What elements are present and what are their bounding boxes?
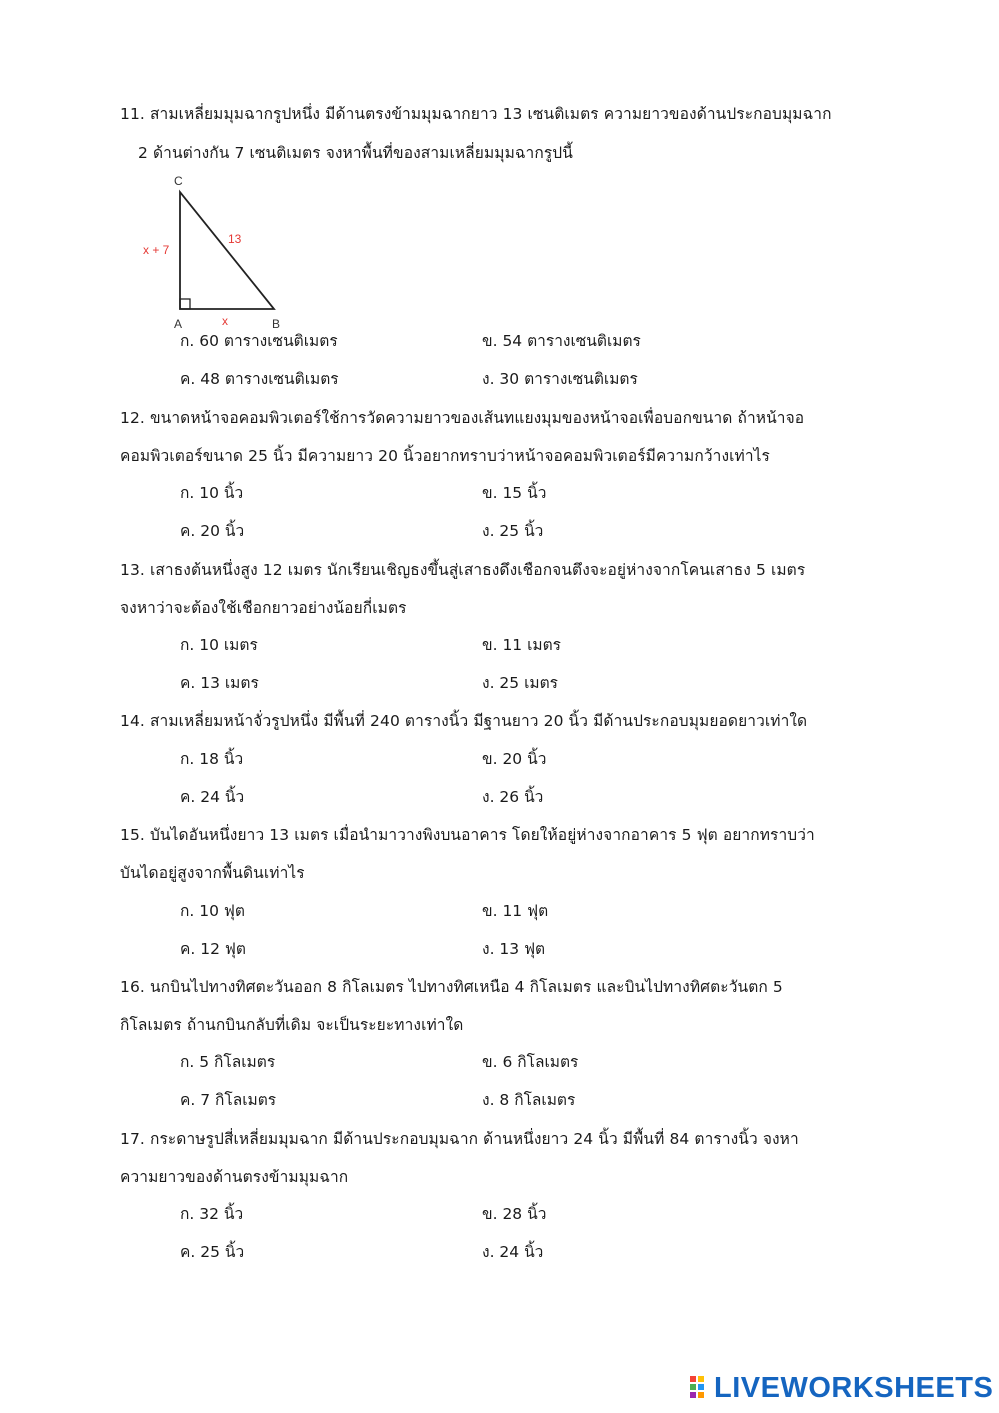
- liveworksheets-logo-icon: [690, 1376, 712, 1400]
- q13-option-b: ข. 11 เมตร: [482, 636, 562, 654]
- side-bc-label: 13: [228, 232, 242, 246]
- question-15-line-1: 15. บันไดอันหนึ่งยาว 13 เมตร เมื่อนำมาวางพิงบนอาคาร โดยให้อยู่ห่างจากอาคาร 5 ฟุต อยากทราบว่า: [120, 826, 815, 844]
- q15-option-d: ง. 13 ฟุต: [482, 940, 546, 958]
- q15-option-b: ข. 11 ฟุต: [482, 902, 549, 920]
- q11-option-b: ข. 54 ตารางเซนติเมตร: [482, 332, 641, 350]
- q13-option-d: ง. 25 เมตร: [482, 674, 558, 692]
- q16-option-d: ง. 8 กิโลเมตร: [482, 1091, 576, 1109]
- q17-option-b: ข. 28 นิ้ว: [482, 1205, 547, 1223]
- brand-name: LIVEWORKSHEETS: [714, 1371, 994, 1404]
- question-11-line-1: 11. สามเหลี่ยมมุมฉากรูปหนึ่ง มีด้านตรงข้ามมุมฉากยาว 13 เซนติเมตร ความยาวของด้านประกอบมุมฉาก: [120, 105, 832, 123]
- q14-option-c: ค. 24 นิ้ว: [180, 788, 245, 806]
- question-17-line-2: ความยาวของด้านตรงข้ามมุมฉาก: [120, 1168, 349, 1186]
- q15-option-c: ค. 12 ฟุต: [180, 940, 246, 958]
- triangle-shape: [180, 192, 274, 309]
- q11-option-a: ก. 60 ตารางเซนติเมตร: [180, 332, 338, 350]
- q12-option-c: ค. 20 นิ้ว: [180, 522, 245, 540]
- side-ac-label: x + 7: [143, 243, 170, 257]
- question-13-line-1: 13. เสาธงต้นหนึ่งสูง 12 เมตร นักเรียนเชิญธงขึ้นสู่เสาธงดึงเชือกจนตึงจะอยู่ห่างจากโคนเสาธง 5 เมตร: [120, 561, 806, 579]
- question-16-line-1: 16. นกบินไปทางทิศตะวันออก 8 กิโลเมตร ไปทางทิศเหนือ 4 กิโลเมตร และบินไปทางทิศตะวันตก 5: [120, 978, 783, 996]
- right-angle-marker: [180, 299, 190, 309]
- q12-option-a: ก. 10 นิ้ว: [180, 484, 244, 502]
- q12-option-b: ข. 15 นิ้ว: [482, 484, 547, 502]
- q11-option-d: ง. 30 ตารางเซนติเมตร: [482, 370, 638, 388]
- q16-option-b: ข. 6 กิโลเมตร: [482, 1053, 579, 1071]
- liveworksheets-brand: [690, 1373, 993, 1403]
- vertex-b-label: B: [272, 317, 281, 331]
- q14-option-a: ก. 18 นิ้ว: [180, 750, 244, 768]
- question-17-line-1: 17. กระดาษรูปสี่เหลี่ยมมุมฉาก มีด้านประกอบมุมฉาก ด้านหนึ่งยาว 24 นิ้ว มีพื้นที่ 84 ตารางนิ้ว จงหา: [120, 1130, 799, 1148]
- q12-option-d: ง. 25 นิ้ว: [482, 522, 544, 540]
- q13-option-c: ค. 13 เมตร: [180, 674, 259, 692]
- question-14-line-1: 14. สามเหลี่ยมหน้าจั่วรูปหนึ่ง มีพื้นที่ 240 ตารางนิ้ว มีฐานยาว 20 นิ้ว มีด้านประกอบมุมยอดยาวเท่าใด: [120, 712, 808, 730]
- question-16-line-2: กิโลเมตร ถ้านกบินกลับที่เดิม จะเป็นระยะทางเท่าใด: [120, 1016, 464, 1034]
- q16-option-a: ก. 5 กิโลเมตร: [180, 1053, 276, 1071]
- q11-option-c: ค. 48 ตารางเซนติเมตร: [180, 370, 339, 388]
- right-triangle-diagram: [138, 172, 298, 334]
- q16-option-c: ค. 7 กิโลเมตร: [180, 1091, 277, 1109]
- side-ab-label: x: [222, 314, 228, 328]
- question-15-line-2: บันไดอยู่สูงจากพื้นดินเท่าไร: [120, 864, 305, 882]
- vertex-c-label: C: [174, 174, 183, 188]
- question-13-line-2: จงหาว่าจะต้องใช้เชือกยาวอย่างน้อยกี่เมตร: [120, 599, 407, 617]
- q17-option-c: ค. 25 นิ้ว: [180, 1243, 245, 1261]
- q17-option-d: ง. 24 นิ้ว: [482, 1243, 544, 1261]
- q17-option-a: ก. 32 นิ้ว: [180, 1205, 244, 1223]
- q14-option-d: ง. 26 นิ้ว: [482, 788, 544, 806]
- q13-option-a: ก. 10 เมตร: [180, 636, 258, 654]
- q14-option-b: ข. 20 นิ้ว: [482, 750, 547, 768]
- q15-option-a: ก. 10 ฟุต: [180, 902, 245, 920]
- question-12-line-2: คอมพิวเตอร์ขนาด 25 นิ้ว มีความยาว 20 นิ้วอยากทราบว่าหน้าจอคอมพิวเตอร์มีความกว้างเท่าไร: [120, 447, 770, 465]
- vertex-a-label: A: [174, 317, 183, 331]
- question-11-line-2: 2 ด้านต่างกัน 7 เซนติเมตร จงหาพื้นที่ของสามเหลี่ยมมุมฉากรูปนี้: [138, 144, 573, 162]
- question-12-line-1: 12. ขนาดหน้าจอคอมพิวเตอร์ใช้การวัดความยาวของเส้นทแยงมุมของหน้าจอเพื่อบอกขนาด ถ้าหน้าจอ: [120, 409, 805, 427]
